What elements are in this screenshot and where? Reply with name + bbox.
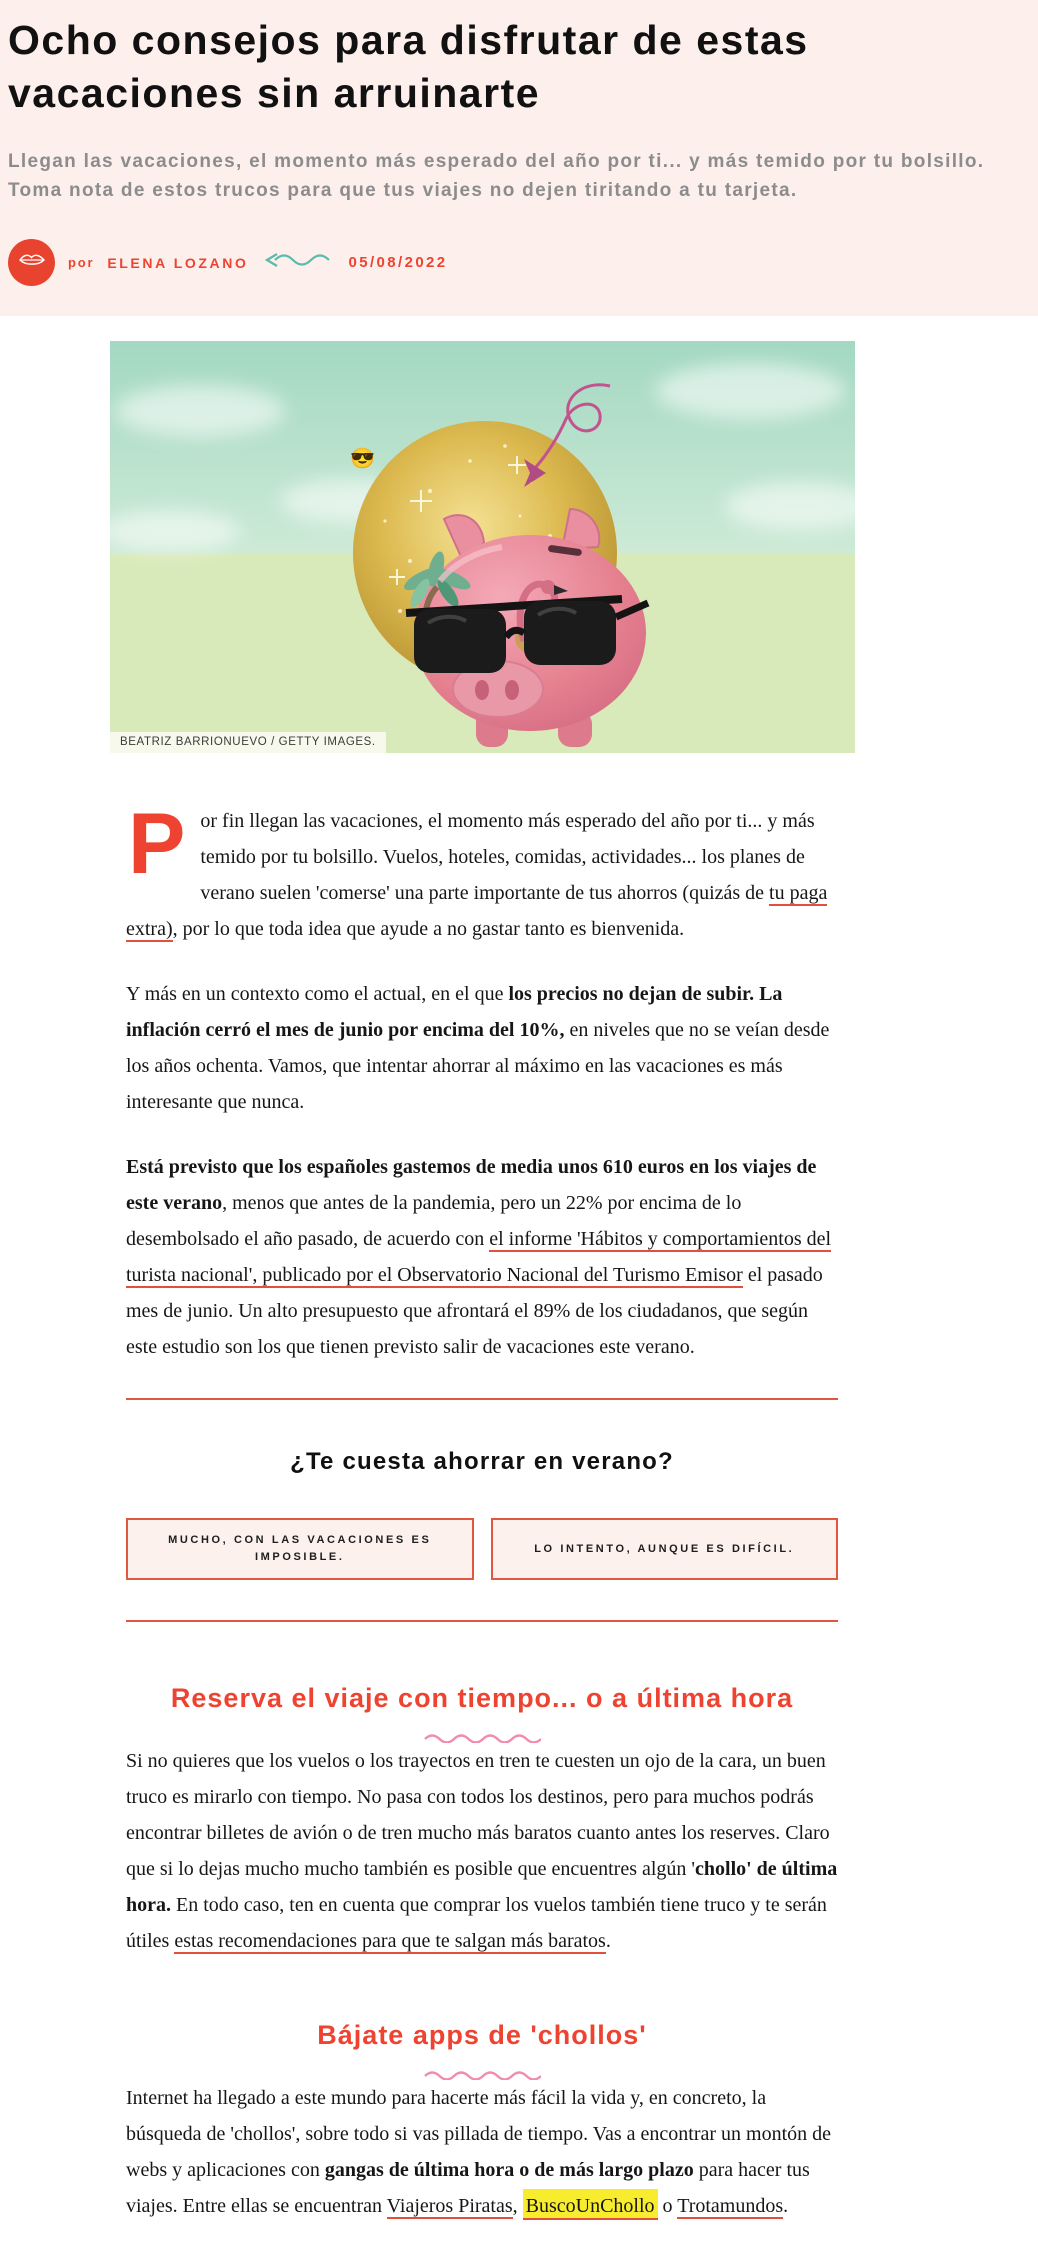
byline — [8, 239, 1028, 286]
hero-image — [110, 341, 855, 753]
poll — [126, 1398, 838, 1622]
poll-question: ¿Te cuesta ahorrar en verano? — [290, 1448, 674, 1476]
text-run: Internet ha llegado a este mundo para hacerte más fácil la vida y, en concreto, la búsqueda de 'chollos', sobre todo si vas pillada de tiempo. Vas a encontrar un montón de webs y aplicaciones con — [126, 2087, 832, 2182]
text-run: Si no quieres que los vuelos o los trayectos en tren te cuesten un ojo de la cara, un buen truco es mirarlo con tiempo. No pasa con todos los destinos, pero para muchos podrás encontrar billetes de avión o de tren mucho más baratos cuanto antes los reserves. Claro que si lo dejas mucho mucho también es posible que encuentres algún ' — [126, 1750, 830, 1881]
paragraph — [126, 976, 838, 1120]
text-run: or fin llegan las vacaciones, el momento más esperado del año por ti... y más temido por tu bolsillo. Vuelos, hoteles, comidas, actividades... los planes de verano suelen 'comerse' una parte importante de tus ahorros (quizás de — [200, 810, 815, 905]
text-run: . — [783, 2195, 789, 2218]
inline-link[interactable]: el informe 'Hábitos y comportamientos del turista nacional', publicado por el Observatorio Nacional del Turismo Emisor — [126, 1228, 832, 1287]
paragraph — [126, 1743, 838, 1959]
paragraph — [126, 2080, 838, 2224]
author-name[interactable]: ELENA LOZANO — [107, 254, 249, 271]
text-run: . — [605, 1930, 611, 1953]
drop-cap: P — [128, 796, 186, 893]
article-body — [126, 796, 838, 2224]
text-run: los precios no dejan de subir. La inflación cerró el mes de junio por encima del 10%, — [126, 983, 783, 1042]
inline-link-highlighted[interactable]: BuscoUnChollo — [523, 2189, 658, 2220]
lips-icon — [18, 252, 46, 273]
poll-option-button-2[interactable]: LO INTENTO, AUNQUE ES DIFÍCIL. — [491, 1518, 839, 1580]
poll-option-button-1[interactable]: MUCHO, CON LAS VACACIONES ES IMPOSIBLE. — [126, 1518, 474, 1580]
section-heading-2: Bájate apps de 'chollos' — [317, 2020, 647, 2051]
heading-squiggle-icon — [423, 1731, 541, 1743]
article-title: Ocho consejos para disfrutar de estas vacaciones sin arruinarte — [8, 17, 809, 117]
paragraph — [126, 796, 838, 947]
text-run: Está previsto que los españoles gastemos de media unos 610 euros en los viajes de este verano — [126, 1156, 817, 1215]
inline-link[interactable]: tu paga extra) — [126, 882, 828, 941]
text-run: , menos que antes de la pandemia, pero un 22% por encima de lo desembolsado el año pasado, de acuerdo con — [126, 1192, 742, 1251]
byline-prefix: por — [68, 255, 95, 271]
image-caption: BEATRIZ BARRIONUEVO / GETTY IMAGES. — [110, 732, 386, 753]
text-run: en niveles que no se veían desde los años ochenta. Vamos, que intentar ahorrar al máximo en las vacaciones es más interesante que nunca. — [126, 1019, 830, 1114]
text-run: gangas de última hora o de más largo plazo — [324, 2159, 694, 2182]
text-run: o — [657, 2195, 678, 2218]
inline-link[interactable]: Viajeros Piratas — [386, 2195, 513, 2218]
text-run: para hacer tus viajes. Entre ellas se encuentran — [126, 2159, 810, 2218]
inline-link[interactable]: estas recomendaciones para que te salgan más baratos — [174, 1930, 606, 1953]
section-heading-1: Reserva el viaje con tiempo... o a última hora — [170, 1683, 794, 1714]
text-run: Y más en un contexto como el actual, en el que — [126, 983, 509, 1006]
sunglasses-emoji: 😎 — [350, 448, 375, 471]
text-run: En todo caso, ten en cuenta que comprar los vuelos también tiene truco y te serán útiles — [126, 1894, 827, 1953]
text-run: el pasado mes de junio. Un alto presupuesto que afrontará el 89% de los ciudadanos, que según este estudio son los que tienen previsto salir de vacaciones este verano. — [126, 1264, 823, 1359]
text-run: , por lo que toda idea que ayude a no gastar tanto es bienvenida. — [172, 918, 685, 941]
squiggle-arrow-icon — [265, 252, 331, 273]
author-avatar[interactable] — [8, 239, 55, 286]
heading-squiggle-icon — [423, 2068, 541, 2080]
text-run: , — [512, 2195, 523, 2218]
text-run: chollo' de última hora. — [126, 1858, 838, 1917]
article-subtitle: Llegan las vacaciones, el momento más esperado del año por ti... y más temido por tu bolsillo. Toma nota de estos trucos para que tus viajes no dejen tiritando a tu tarjeta. — [8, 150, 985, 202]
page-header — [0, 0, 1038, 316]
publish-date: 05/08/2022 — [348, 254, 448, 272]
hero-illustration — [110, 341, 855, 753]
poll-options — [126, 1518, 838, 1580]
paragraph — [126, 1149, 838, 1365]
inline-link[interactable]: Trotamundos — [677, 2195, 784, 2218]
